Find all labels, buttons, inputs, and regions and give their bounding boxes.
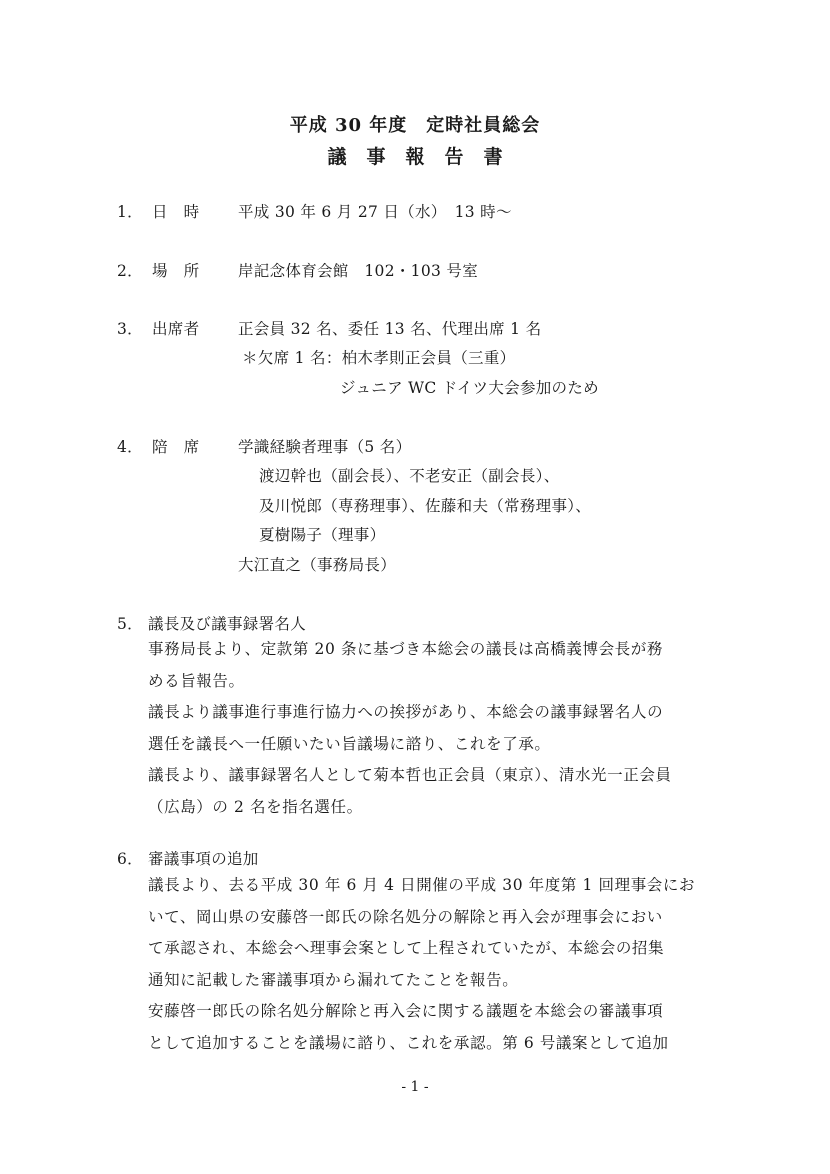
item-4-line-1: 学識経験者理事（5 名） <box>238 438 412 456</box>
item-6-body <box>148 870 718 1059</box>
body-line: 通知に記載した審議事項から漏れてたことを報告。 <box>148 970 519 989</box>
body-line: 議長より議事進行事進行協力への挨拶があり、本総会の議事録署名人の <box>148 703 664 721</box>
item-1-label: 日 時 <box>152 203 200 221</box>
item-4-line-3: 及川悦郎（専務理事）、佐藤和夫（常務理事）、 <box>259 497 592 515</box>
item-6-heading: 審議事項の追加 <box>148 850 259 868</box>
body-line: 安藤啓一郎氏の除名処分解除と再入会に関する議題を本総会の審議事項 <box>148 1002 664 1020</box>
item-3-absence-reason: ジュニア WC ドイツ大会参加のため <box>340 379 599 397</box>
document-title: 平成 30 年度 定時社員総会 <box>289 115 541 136</box>
subtitle-char: 書 <box>483 146 503 168</box>
item-5-body <box>148 634 718 823</box>
body-line: て承認され、本総会へ理事会案として上程されていたが、本総会の招集 <box>148 939 665 957</box>
subtitle-char: 事 <box>366 146 386 168</box>
item-2-label: 場 所 <box>152 262 200 280</box>
item-3-value: 正会員 32 名、委任 13 名、代理出席 1 名 <box>238 320 542 338</box>
body-line: 事務局長より、定款第 20 条に基づき本総会の議長は高橋義博会長が務 <box>148 640 663 658</box>
item-3-label: 出席者 <box>152 320 200 338</box>
item-1-number: 1． <box>117 203 143 221</box>
item-3-number: 3． <box>117 320 143 338</box>
item-3-absence-note: ＊欠席 1 名：柏木孝則正会員（三重） <box>242 349 516 367</box>
item-5-heading: 議長及び議事録署名人 <box>148 615 307 633</box>
item-4-number: 4． <box>117 438 143 456</box>
item-1-value: 平成 30 年 6 月 27 日（水） 13 時～ <box>238 203 512 221</box>
body-line: 議長より、議事録署名人として菊本哲也正会員（東京）、清水光一正会員 <box>148 766 672 784</box>
body-line: （広島）の 2 名を指名選任。 <box>148 797 363 816</box>
item-5-number: 5． <box>117 615 143 633</box>
item-4-line-4: 夏樹陽子（理事） <box>259 526 386 544</box>
body-line: として追加することを議場に諮り、これを承認。第 6 号議案として追加 <box>148 1033 669 1052</box>
body-line: 議長より、去る平成 30 年 6 月 4 日開催の平成 30 年度第 1 回理事会にお <box>148 876 696 894</box>
item-4-line-2: 渡辺幹也（副会長）、不老安正（副会長）、 <box>259 467 560 485</box>
item-4-label: 陪 席 <box>152 438 200 456</box>
subtitle-char: 報 <box>405 146 425 168</box>
body-line: いて、岡山県の安藤啓一郎氏の除名処分の解除と再入会が理事会におい <box>148 907 663 926</box>
subtitle-char: 告 <box>444 146 464 168</box>
item-2-value: 岸記念体育会館 102・103 号室 <box>238 262 478 280</box>
document-subtitle <box>0 142 830 169</box>
body-line: める旨報告。 <box>148 671 245 690</box>
body-line: 選任を議長へ一任願いたい旨議場に諮り、これを了承。 <box>148 734 551 753</box>
subtitle-char: 議 <box>327 146 347 168</box>
item-2-number: 2． <box>117 262 143 280</box>
page-number: - 1 - <box>401 1079 429 1095</box>
item-6-number: 6． <box>117 850 143 868</box>
item-4-line-5: 大江直之（事務局長） <box>238 556 397 574</box>
